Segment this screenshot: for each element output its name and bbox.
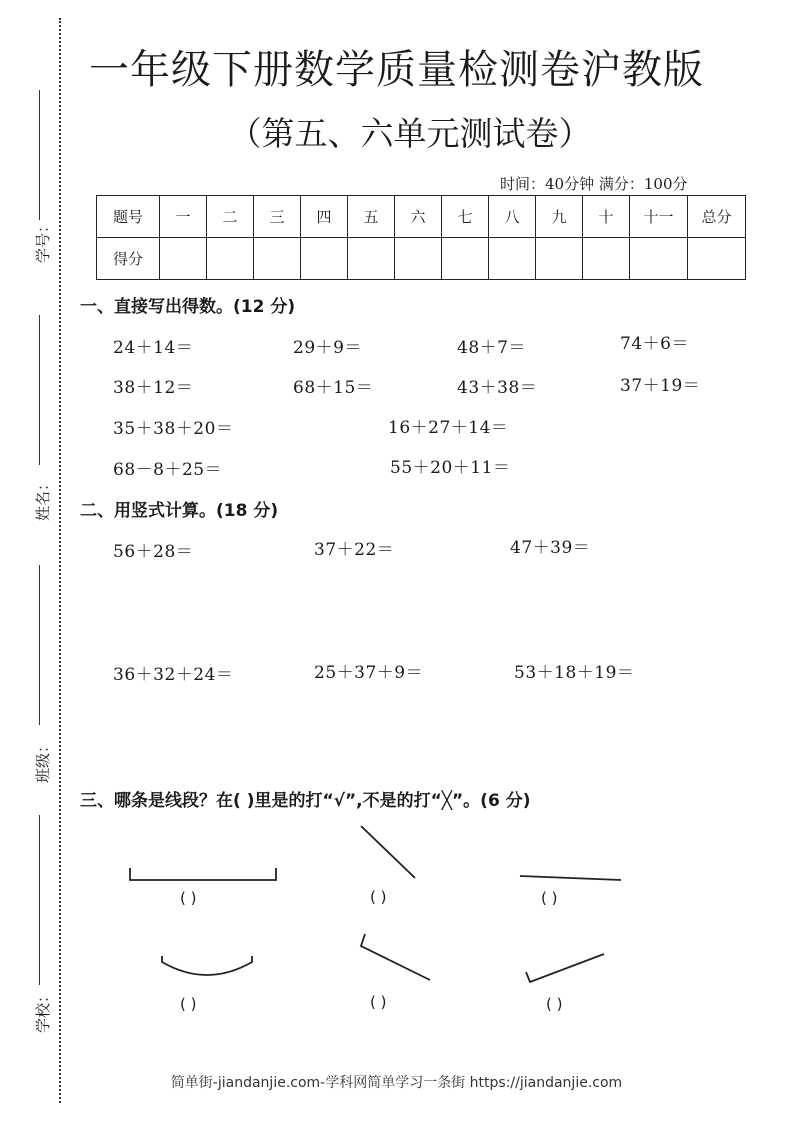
line-shape — [162, 956, 252, 975]
problem: 35＋38＋20＝ — [113, 419, 234, 439]
table-cell: 题号 — [97, 196, 160, 238]
section2-heading: 二、用竖式计算。(18 分) — [80, 501, 279, 521]
score-entry[interactable] — [688, 238, 746, 280]
time-info: 时间：40分钟 满分：100分 — [500, 175, 688, 193]
problem: 48＋7＝ — [457, 338, 526, 358]
figure-bent-line — [355, 928, 440, 986]
school-label: 学校： — [34, 987, 53, 1034]
score-entry[interactable] — [489, 238, 536, 280]
problem: 74＋6＝ — [620, 334, 689, 354]
table-cell: 四 — [301, 196, 348, 238]
line-shape — [361, 934, 430, 980]
table-cell: 一 — [160, 196, 207, 238]
school-line — [39, 815, 40, 985]
binding-dashed-line — [59, 18, 61, 1103]
figure-diagonal-line — [355, 820, 425, 884]
class-label: 班级： — [34, 737, 53, 784]
problem: 38＋12＝ — [113, 378, 194, 398]
problem: 24＋14＝ — [113, 338, 194, 358]
student-id-label: 学号： — [34, 217, 53, 264]
score-table-score-row — [97, 238, 746, 280]
problem: 55＋20＋11＝ — [390, 458, 511, 478]
table-cell: 九 — [536, 196, 583, 238]
class-line — [39, 565, 40, 725]
table-cell: 五 — [348, 196, 395, 238]
table-cell: 二 — [207, 196, 254, 238]
problem: 47＋39＝ — [510, 538, 591, 558]
score-entry[interactable] — [160, 238, 207, 280]
score-entry[interactable] — [536, 238, 583, 280]
problem: 68－8＋25＝ — [113, 460, 223, 480]
section1-heading: 一、直接写出得数。(12 分) — [80, 297, 296, 317]
problem: 36＋32＋24＝ — [113, 665, 234, 685]
figure-curve — [155, 950, 265, 988]
score-entry[interactable] — [630, 238, 688, 280]
problem: 37＋22＝ — [314, 540, 395, 560]
score-entry[interactable] — [254, 238, 301, 280]
section3-heading: 三、哪条是线段？在( )里是的打“√”,不是的打“╳”。(6 分) — [80, 791, 531, 811]
name-line — [39, 315, 40, 465]
problem: 16＋27＋14＝ — [388, 418, 509, 438]
student-id-line — [39, 90, 40, 220]
line-shape — [520, 876, 621, 880]
score-entry[interactable] — [301, 238, 348, 280]
score-entry[interactable] — [583, 238, 630, 280]
answer-paren[interactable]: ( ) — [370, 993, 387, 1011]
figure-segment-with-ends — [125, 862, 285, 886]
answer-paren[interactable]: ( ) — [541, 889, 558, 907]
score-entry[interactable] — [442, 238, 489, 280]
table-cell: 七 — [442, 196, 489, 238]
problem: 56＋28＝ — [113, 542, 194, 562]
line-shape — [130, 868, 276, 880]
problem: 37＋19＝ — [620, 376, 701, 396]
figure-ray-line — [520, 948, 610, 988]
score-table-header-row — [97, 196, 746, 238]
score-entry[interactable] — [348, 238, 395, 280]
table-cell: 十 — [583, 196, 630, 238]
problem: 53＋18＋19＝ — [514, 663, 635, 683]
answer-paren[interactable]: ( ) — [180, 889, 197, 907]
problem: 43＋38＝ — [457, 378, 538, 398]
table-cell: 总分 — [688, 196, 746, 238]
answer-paren[interactable]: ( ) — [180, 995, 197, 1013]
figure-flat-line — [515, 870, 630, 886]
score-entry[interactable] — [395, 238, 442, 280]
answer-paren[interactable]: ( ) — [370, 888, 387, 906]
problem: 68＋15＝ — [293, 378, 374, 398]
table-cell: 得分 — [97, 238, 160, 280]
score-entry[interactable] — [207, 238, 254, 280]
problem: 25＋37＋9＝ — [314, 663, 424, 683]
table-cell: 六 — [395, 196, 442, 238]
table-cell: 三 — [254, 196, 301, 238]
line-shape — [361, 826, 415, 878]
score-table — [96, 195, 746, 280]
table-cell: 十一 — [630, 196, 688, 238]
line-shape — [526, 954, 604, 982]
footer-watermark: 简单街-jiandanjie.com-学科网简单学习一条街 https://jiandanjie.com — [170, 1075, 623, 1091]
answer-paren[interactable]: ( ) — [546, 995, 563, 1013]
page-title: 一年级下册数学质量检测卷沪教版 — [89, 47, 704, 93]
name-label: 姓名： — [34, 475, 53, 522]
page-subtitle: （第五、六单元测试卷） — [228, 114, 592, 153]
problem: 29＋9＝ — [293, 338, 362, 358]
table-cell: 八 — [489, 196, 536, 238]
